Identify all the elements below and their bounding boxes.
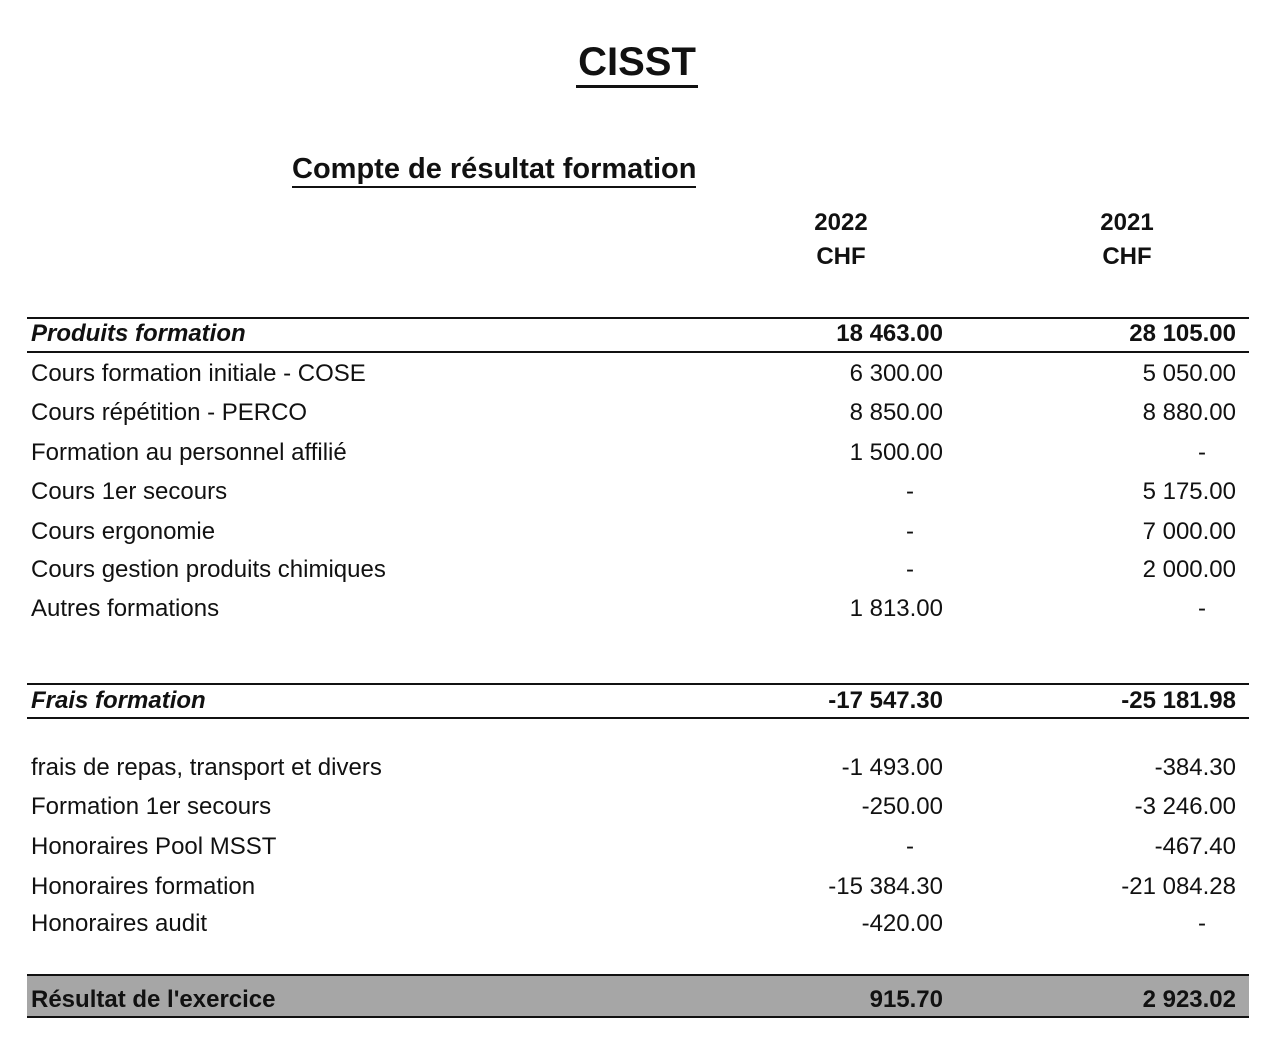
- section-label: Produits formation: [31, 320, 246, 347]
- column-header-2021: [1067, 206, 1187, 274]
- value-2021: 8 880.00: [1142, 399, 1236, 426]
- section-label: Frais formation: [31, 687, 206, 714]
- year-2022-label: 2022: [814, 209, 868, 236]
- divider-line: [27, 351, 1249, 353]
- row-label: Honoraires audit: [31, 910, 208, 937]
- value-2022: -15 384.30: [828, 873, 943, 900]
- value-2021: -3 246.00: [1134, 793, 1236, 820]
- value-2021: -467.40: [1154, 833, 1236, 860]
- value-2021: -: [1198, 910, 1206, 937]
- value-2021: -: [1198, 595, 1206, 622]
- value-2021: -: [1198, 439, 1206, 466]
- value-2022: -1 493.00: [841, 754, 943, 781]
- value-2022: -: [906, 833, 914, 860]
- value-2022: 6 300.00: [849, 360, 943, 387]
- value-2021: 5 050.00: [1142, 360, 1236, 387]
- value-2022: -: [906, 556, 914, 583]
- section-total-2021: 28 105.00: [1129, 320, 1236, 347]
- section-total-2021: -25 181.98: [1121, 687, 1236, 714]
- statement-subtitle: [292, 150, 696, 188]
- value-2021: -384.30: [1154, 754, 1236, 781]
- year-2021-label: 2021: [1100, 209, 1154, 236]
- value-2022: -420.00: [861, 910, 943, 937]
- row-label: Cours 1er secours: [31, 478, 228, 505]
- document-title: [0, 36, 1274, 88]
- result-label: Résultat de l'exercice: [31, 986, 276, 1013]
- divider-line: [27, 683, 1249, 685]
- result-value-2022: 915.70: [869, 986, 943, 1013]
- currency-2022-label: CHF: [816, 243, 866, 270]
- column-header-2022: [781, 206, 901, 274]
- statement-subtitle-text: Compte de résultat formation: [292, 153, 696, 188]
- value-2022: -: [906, 518, 914, 545]
- row-label: Cours répétition - PERCO: [31, 399, 308, 426]
- value-2022: -250.00: [861, 793, 943, 820]
- result-value-2021: 2 923.02: [1142, 986, 1236, 1013]
- value-2022: -: [906, 478, 914, 505]
- row-label: Cours gestion produits chimiques: [31, 556, 386, 583]
- value-2021: -21 084.28: [1121, 873, 1236, 900]
- row-label: frais de repas, transport et divers: [31, 754, 382, 781]
- value-2022: 1 500.00: [849, 439, 943, 466]
- section-total-2022: 18 463.00: [836, 320, 943, 347]
- row-label: Honoraires formation: [31, 873, 256, 900]
- value-2022: 1 813.00: [849, 595, 943, 622]
- currency-2021-label: CHF: [1102, 243, 1152, 270]
- divider-line: [27, 717, 1249, 719]
- row-label: Cours formation initiale - COSE: [31, 360, 366, 387]
- value-2021: 2 000.00: [1142, 556, 1236, 583]
- row-label: Formation 1er secours: [31, 793, 272, 820]
- value-2021: 7 000.00: [1142, 518, 1236, 545]
- row-label: Autres formations: [31, 595, 220, 622]
- document-title-text: CISST: [576, 39, 698, 88]
- row-label: Cours ergonomie: [31, 518, 216, 545]
- row-label: Honoraires Pool MSST: [31, 833, 277, 860]
- row-label: Formation au personnel affilié: [31, 439, 347, 466]
- value-2021: 5 175.00: [1142, 478, 1236, 505]
- section-total-2022: -17 547.30: [828, 687, 943, 714]
- value-2022: 8 850.00: [849, 399, 943, 426]
